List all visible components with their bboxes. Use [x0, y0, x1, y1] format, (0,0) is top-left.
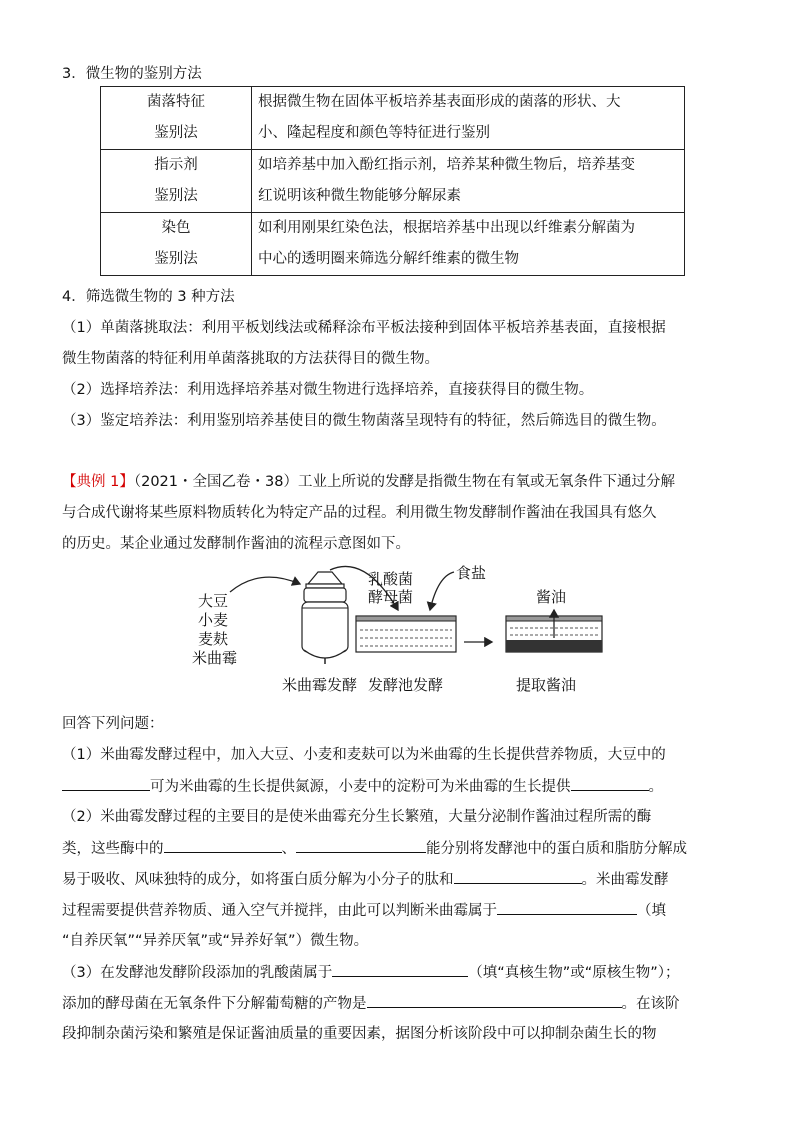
product-label: 酱油 [536, 588, 567, 606]
step-label: 米曲霉发酵 [282, 676, 358, 694]
answer-blank[interactable] [497, 898, 637, 915]
method-name: 指示剂 [154, 157, 198, 173]
question-line: 过程需要提供营养物质、通入空气并搅拌，由此可以判断米曲霉属于 （填 [62, 898, 666, 920]
question-line: 易于吸收、风味独特的成分，如将蛋白质分解为小分子的肽和 。米曲霉发酵 [62, 867, 669, 889]
answer-blank[interactable] [164, 836, 282, 853]
section-4-title: 4．筛选微生物的 3 种方法 [62, 289, 235, 305]
question-line: 类，这些酶中的 、 能分别将发酵池中的蛋白质和脂肪分解成 [62, 836, 687, 858]
paragraph: 微生物菌落的特征利用单菌落挑取的方法获得目的微生物。 [62, 351, 439, 367]
question-text: “自养厌氧”“异养厌氧”或“异养好氧”）微生物。 [62, 933, 369, 949]
soy-sauce-flow-diagram [190, 562, 620, 702]
identification-methods-table [100, 86, 685, 276]
ingredient-label: 米曲霉 [192, 649, 238, 667]
step-label: 提取酱油 [516, 676, 577, 694]
paragraph: （1）单菌落挑取法：利用平板划线法或稀释涂布平板法接种到固体平板培养基表面，直接根据 [62, 320, 666, 336]
step-label: 发酵池发酵 [368, 676, 444, 694]
ingredient-label: 麦麸 [198, 630, 229, 648]
answer-blank[interactable] [454, 867, 582, 884]
method-name: 菌落特征 [147, 94, 205, 110]
example-source: （2021・全国乙卷・38） [133, 474, 298, 490]
example-tag: 【典例 1】 [62, 474, 134, 490]
paragraph: （2）选择培养法：利用选择培养基对微生物进行选择培养，直接获得目的微生物。 [62, 382, 594, 398]
answer-blank[interactable] [62, 774, 150, 791]
method-desc: 小、隆起程度和颜色等特征进行鉴别 [258, 125, 490, 141]
method-desc: 红说明该种微生物能够分解尿素 [258, 188, 461, 204]
method-desc: 中心的透明圈来筛选分解纤维素的微生物 [258, 251, 519, 267]
question-text: （2）米曲霉发酵过程的主要目的是使米曲霉充分生长繁殖，大量分泌制作酱油过程所需的酶 [62, 809, 652, 825]
question-text: 段抑制杂菌污染和繁殖是保证酱油质量的重要因素，据图分析该阶段中可以抑制杂菌生长的物 [62, 1026, 657, 1042]
question-line: 添加的酵母菌在无氧条件下分解葡萄糖的产物是 。在该阶 [62, 991, 680, 1013]
method-desc: 根据微生物在固体平板培养基表面形成的菌落的形状、大 [258, 94, 621, 110]
answer-blank[interactable] [332, 960, 468, 977]
example-heading [62, 470, 675, 491]
method-name: 染色 [161, 220, 191, 236]
microbe-label: 酵母菌 [368, 588, 414, 606]
method-name: 鉴别法 [154, 188, 198, 204]
salt-label: 食盐 [456, 564, 487, 582]
fermenter-icon [302, 572, 348, 664]
answer-blank[interactable] [571, 774, 649, 791]
arrow-salt-to-pool [430, 572, 454, 610]
question-text: （1）米曲霉发酵过程中，加入大豆、小麦和麦麸可以为米曲霉的生长提供营养物质，大豆中的 [62, 747, 666, 763]
ingredient-label: 大豆 [198, 592, 229, 610]
paragraph: （3）鉴定培养法：利用鉴别培养基使目的微生物菌落呈现特有的特征，然后筛选目的微生物。 [62, 413, 666, 429]
method-desc: 如培养基中加入酚红指示剂，培养某种微生物后，培养基变 [258, 157, 635, 173]
table-row [101, 87, 685, 150]
example-text: 的历史。某企业通过发酵制作酱油的流程示意图如下。 [62, 536, 410, 552]
example-text: 工业上所说的发酵是指微生物在有氧或无氧条件下通过分解 [297, 474, 675, 490]
question-line: （3）在发酵池发酵阶段添加的乳酸菌属于 （填“真核生物”或“原核生物”）； [62, 960, 680, 982]
fermentation-pool-icon [356, 616, 456, 652]
ingredient-label: 小麦 [198, 611, 229, 629]
arrow-ingredients-to-fermenter [230, 577, 300, 592]
table-row [101, 150, 685, 213]
example-text: 与合成代谢将某些原料物质转化为特定产品的过程。利用微生物发酵制作酱油在我国具有悠久 [62, 505, 657, 521]
questions-intro: 回答下列问题： [62, 716, 164, 732]
answer-blank[interactable] [367, 991, 622, 1008]
question-line: 可为米曲霉的生长提供氮源，小麦中的淀粉可为米曲霉的生长提供 。 [62, 774, 663, 796]
extraction-tank-icon [506, 610, 602, 652]
method-name: 鉴别法 [154, 125, 198, 141]
method-desc: 如利用刚果红染色法，根据培养基中出现以纤维素分解菌为 [258, 220, 635, 236]
microbe-label: 乳酸菌 [368, 570, 414, 588]
section-3-title: 3．微生物的鉴别方法 [62, 66, 202, 82]
answer-blank[interactable] [296, 836, 426, 853]
table-row [101, 213, 685, 276]
method-name: 鉴别法 [154, 251, 198, 267]
